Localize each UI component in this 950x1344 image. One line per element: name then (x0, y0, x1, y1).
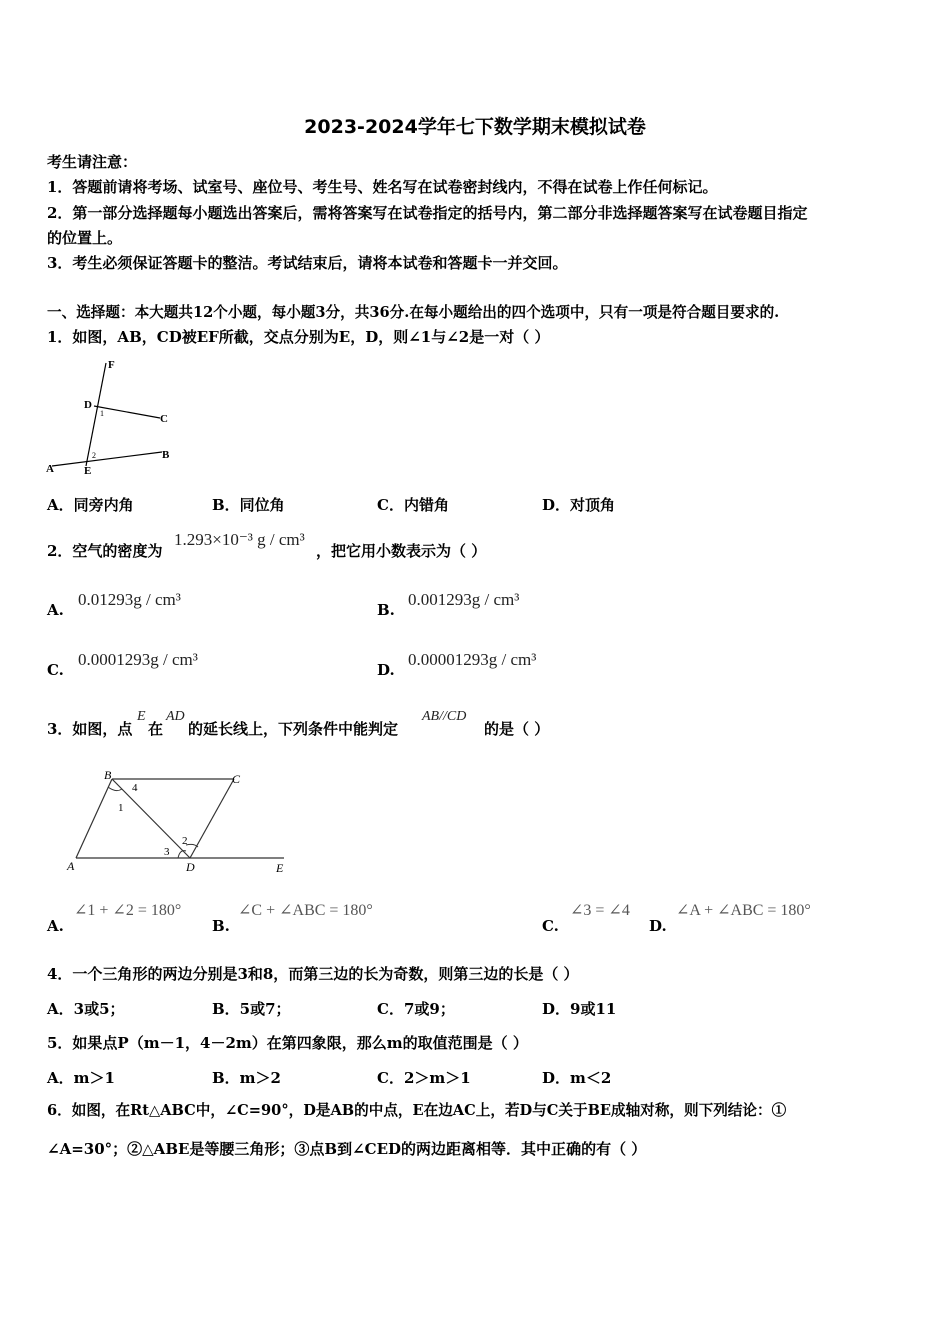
option-a-value: 0.01293g / cm³ (78, 590, 181, 609)
option-d: D．9或11 (542, 1000, 617, 1018)
option-c: C．7或9； (377, 1000, 455, 1018)
option-a: A．同旁内角 (47, 496, 134, 514)
option-b: B．5或7； (212, 1000, 291, 1018)
label-angle-3: 3 (164, 846, 170, 858)
option-d: D．对顶角 (542, 496, 616, 514)
label-b: B (104, 768, 112, 782)
option-b-letter: B. (377, 601, 395, 619)
option-b: B．同位角 (212, 496, 285, 514)
label-d: D (84, 399, 92, 411)
option-d-letter: D. (649, 917, 667, 935)
option-c-value: 0.0001293g / cm³ (78, 650, 198, 669)
question-4-stem: 4．一个三角形的两边分别是3和8，而第三边的长为奇数，则第三边的长是（ ） (47, 965, 579, 983)
point-e-label: E (137, 709, 146, 724)
label-e: E (276, 861, 284, 875)
option-b-letter: B. (212, 917, 230, 935)
label-f: F (108, 359, 115, 371)
segment-bd (112, 779, 190, 858)
label-angle-4: 4 (132, 782, 138, 794)
label-angle-1: 1 (118, 802, 124, 814)
option-a: A．m＞1 (47, 1069, 115, 1087)
label-e: E (84, 465, 92, 477)
page-title: 2023-2024学年七下数学期末模拟试卷 (304, 116, 646, 138)
question-2-density-formula: 1.293×10⁻³ g / cm³ (174, 530, 305, 549)
option-c: C．内错角 (377, 496, 449, 514)
question-3-stem-mid1: 在 (148, 720, 164, 738)
segment-ad-label: AD (166, 709, 185, 724)
question-3-stem-mid2: 的延长线上，下列条件中能判定 (188, 720, 399, 738)
line-ab (52, 452, 162, 466)
option-a: A．3或5； (47, 1000, 125, 1018)
label-angle-2: 2 (182, 835, 188, 847)
option-a-letter: A. (47, 601, 64, 619)
option-b: B．m＞2 (212, 1069, 281, 1087)
option-d-value: ∠A + ∠ABC = 180° (676, 902, 811, 919)
question-6-stem-line2: ∠A=30°；②△ABE是等腰三角形；③点B到∠CED的两边距离相等．其中正确的有（ ） (47, 1140, 647, 1158)
label-d: D (186, 860, 195, 874)
notice-item: 1．答题前请将考场、试室号、座位号、考生号、姓名写在试卷密封线内，不得在试卷上作任何标记。 (47, 178, 718, 196)
question-1-stem: 1．如图，AB，CD被EF所截，交点分别为E，D，则∠1与∠2是一对（ ） (47, 328, 550, 346)
option-a-letter: A. (47, 917, 64, 935)
option-c-letter: C. (542, 917, 559, 935)
option-d-letter: D. (377, 661, 395, 679)
option-c-letter: C. (47, 661, 64, 679)
label-angle-1: 1 (100, 409, 104, 418)
question-3-stem-pre: 3．如图，点 (47, 720, 133, 738)
option-a-value: ∠1 + ∠2 = 180° (74, 902, 182, 919)
question-5-stem: 5．如果点P（m－1，4－2m）在第四象限，那么m的取值范围是（ ） (47, 1034, 528, 1052)
option-c-value: ∠3 = ∠4 (570, 902, 630, 919)
notice-heading: 考生请注意： (47, 153, 138, 171)
question-3-figure (62, 765, 302, 880)
option-b-value: 0.001293g / cm³ (408, 590, 520, 609)
parallel-ab-cd: AB//CD (422, 709, 467, 724)
option-d-value: 0.00001293g / cm³ (408, 650, 537, 669)
option-c: C．2＞m＞1 (377, 1069, 471, 1087)
question-2-stem-pre: 2．空气的密度为 (47, 542, 163, 560)
question-3-stem-post: 的是（ ） (484, 720, 550, 738)
question-6-stem-line1: 6．如图，在Rt△ABC中，∠C=90°，D是AB的中点，E在边AC上，若D与C关于BE成轴对称，则下列结论：① (47, 1102, 787, 1119)
label-c: C (160, 413, 168, 425)
label-a: A (67, 859, 75, 873)
angle-3-arc (178, 851, 186, 858)
question-1-figure (44, 358, 184, 478)
notice-item: 的位置上。 (47, 229, 123, 247)
notice-item: 3．考生必须保证答题卡的整洁。考试结束后，请将本试卷和答题卡一并交回。 (47, 254, 568, 272)
option-d: D．m＜2 (542, 1069, 612, 1087)
notice-item: 2．第一部分选择题每小题选出答案后，需将答案写在试卷指定的括号内，第二部分非选择题答案写在试卷题目指定 (47, 204, 808, 222)
label-angle-2: 2 (92, 451, 96, 460)
option-b-value: ∠C + ∠ABC = 180° (238, 902, 373, 919)
label-a: A (46, 463, 54, 475)
label-c: C (232, 772, 241, 786)
question-2-stem-post: ，把它用小数表示为（ ） (316, 542, 487, 560)
label-b: B (162, 449, 170, 461)
segment-ab (76, 779, 112, 858)
section-heading: 一、选择题：本大题共12个小题，每小题3分，共36分.在每小题给出的四个选项中，只有一项是符合题目要求的. (47, 304, 780, 321)
